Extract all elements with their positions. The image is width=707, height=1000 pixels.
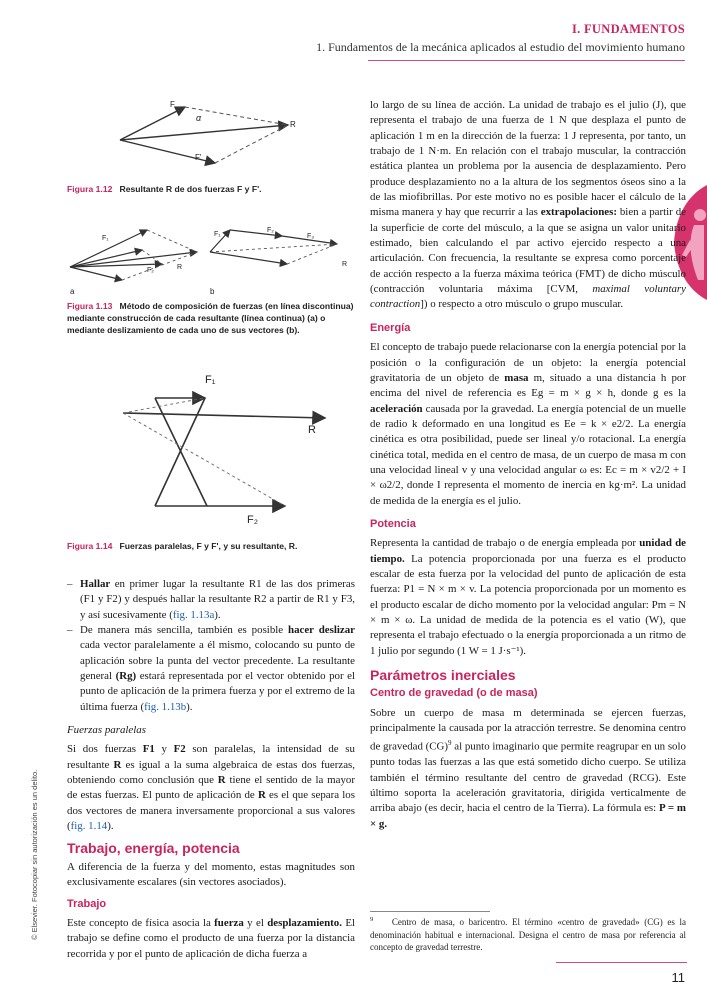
fig13b-label-f1: F₁	[214, 231, 221, 238]
paragraph-trabajo: Este concepto de física asocia la fuerza y el desplazamiento. El trabajo se define como el producto de una fuerza por la distancia recorrida y por el punto de aplicación de dicha fuerza a	[67, 916, 355, 960]
paragraph-centro-gravedad: Sobre un cuerpo de masa m determinada se ejercen fuerzas, principalmente la causada por la atracción terrestre. Se denomina centro de gravedad (CG)$^9$ al punto imaginario que permite reagrupar en un solo punto todas las fuerzas a las que está sometido dicho cuerpo. Se utiliza también el término resultante del centro de gravedad (RCG). Este último soporta la aceleración gravitatoria, dirigida verticalmente de arriba abajo (es decir, hacia el centro de la Tierra). La fórmula es: P = m × g.	[370, 706, 686, 830]
chapter-title: I. FUNDAMENTOS	[571, 22, 685, 36]
fig14-label-r: R	[308, 424, 316, 436]
caption-text: Fuerzas paralelas, F y F', y su resultante, R.	[119, 541, 298, 551]
footnote	[370, 914, 686, 954]
fig12-label-r: R	[290, 120, 296, 129]
footnote-rule	[370, 911, 490, 912]
fig14-label-f1: F₁	[205, 374, 216, 386]
list-text: en primer lugar la resultante R1 de las dos primeras (F1 y F2) y después hallar la resultante R2 a partir de R1 y F3, y así sucesivamente (	[80, 578, 355, 621]
heading-trabajo-energia-potencia: Trabajo, energía, potencia	[67, 839, 240, 856]
list-emphasis: (Rg)	[115, 670, 137, 683]
figure-number: Figura 1.13	[67, 301, 113, 311]
fig12-label-f: F	[170, 100, 175, 109]
caption-text: Resultante R de dos fuerzas F y F'.	[119, 184, 262, 194]
paragraph-trabajo-cont: lo largo de su línea de acción. La unidad de trabajo es el julio (J), que representa el trabajo de una fuerza de 1 N que desplaza el punto de aplicación 1 m en la dirección de la fuerza: 1 J representa, por tanto, un trabajo de 1 N·m. En relación con el trabajo muscular, la contracción estática plantea un problema por la ausencia de desplazamiento. Pero produce desplazamiento no a la altura de los segmentos óseos sino a la de las miofibrillas. Por este motivo no es posible hacer el cálculo de la misma manera y hay que recurrir a las extrapolaciones: bien a partir de la superficie de corte del músculo, a la que se asigna un valor unitario estimado, bien calculando el par activo ejercido respecto a una articulación. Con frecuencia, la resultante se expresa como porcentaje de acción respecto a la fuerza máxima teórica (FMT) de dicho músculo (contracción voluntaria máxima [CVM, maximal voluntary contraction]) o respecto a otro músculo o grupo muscular.	[370, 99, 686, 311]
heading-centro-gravedad: Centro de gravedad (o de masa)	[370, 687, 538, 700]
fig12-label-fp: F'	[195, 153, 202, 162]
footnote-marker[interactable]: 9	[448, 739, 452, 748]
figure-1-12-caption	[67, 183, 357, 195]
paragraph-potencia: Representa la cantidad de trabajo o de energía empleada por unidad de tiempo. La potencia proporcionada por una fuerza es el producto escalar de esta fuerza por la velocidad del punto de aplicación de esta fuerza: P1 = N × m × v. La potencia proporcionada por un momento es el producto escalar de dicho momento por la velocidad angular: Pm = N × m × ω. La unidad de medida de la potencia es el vatio (W), que representa el trabajo efectuado o la energía proporcionada a un ritmo de 1 julio por segundo (1 W = 1 J·s⁻¹).	[370, 537, 687, 657]
caption-text: Método de composición de fuerzas (en línea discontinua) mediante construcción de cada resultante (línea continua) (a) o mediante deslizamiento de cada uno de sus vectores (b).	[67, 301, 354, 335]
list-text: ).	[186, 700, 193, 713]
footnote-number: 9	[370, 916, 374, 923]
fig13-label-f2: F₂	[147, 267, 154, 274]
figure-1-14-caption	[67, 540, 357, 552]
right-column	[370, 98, 686, 832]
left-column	[67, 577, 355, 962]
fig13b-label-f3: F₃	[307, 233, 315, 240]
figure-1-13-caption	[67, 300, 357, 336]
list-emphasis: Hallar	[80, 578, 111, 590]
list-text: De manera más sencilla, también es posible	[80, 624, 289, 637]
fig14-label-f2: F₂	[247, 514, 258, 526]
figure-number: Figura 1.12	[67, 184, 113, 194]
heading-trabajo: Trabajo	[67, 897, 107, 910]
copyright-notice: © Elsevier. Fotocopiar sin autorización es un delito.	[30, 769, 39, 940]
list-emphasis: hacer deslizar	[288, 624, 355, 637]
paragraph-energia: El concepto de trabajo puede relacionarse con la energía potencial por la posición o la configuración de un objeto: la energía potencial gravitatoria de un objeto de masa m, situado a una distancia h por encima del nivel de referencia es Eg = m × g × h, donde g es la aceleración causada por la gravedad. La energía potencial de un muelle de radio k deformado en una longitud es Ee = k × e2/2. La energía cinética es otra posibilidad, puede ser lineal y/o rotacional. La energía cinética total, medida en el centro de masa, de un cuerpo de masa m con una velocidad lineal v y una velocidad angular ω es: Ec = m × v2/2 + I × ω2/2, donde I representa el momento de inercia en kg·m². La unidad de medida de la energía es el julio.	[370, 341, 686, 507]
fig12-label-alpha: α	[196, 113, 202, 123]
figure-reference-link[interactable]: fig. 1.13b	[144, 700, 187, 713]
paragraph-intro: A diferencia de la fuerza y del momento, estas magnitudes son exclusivamente escalares (sin vectores asociados).	[67, 860, 355, 889]
figure-reference-link[interactable]: fig. 1.14	[70, 820, 108, 833]
figure-1-14-diagram	[95, 358, 345, 528]
figure-number: Figura 1.14	[67, 541, 113, 551]
fig13-label-r: R	[177, 264, 183, 271]
list-item: – Hallar en primer lugar la resultante R1 de las dos primeras (F1 y F2) y después hallar la resultante R2 a partir de R1 y F3, y así sucesivamente (fig. 1.13a).	[67, 578, 355, 621]
list-text: cada vector paralelamente a él mismo, colocando su punto de aplicación sobre la punta del vector precedente. La resultante general	[80, 639, 355, 683]
heading-parametros-inerciales: Parámetros inerciales	[370, 667, 516, 684]
section-subtitle: 1. Fundamentos de la mecánica aplicados al estudio del movimiento humano	[316, 40, 685, 54]
fig13-label-b: b	[210, 287, 215, 296]
fig13b-label-f2: F₂	[267, 227, 274, 234]
paragraph-fuerzas-paralelas: Si dos fuerzas F1 y F2 son paralelas, la intensidad de su resultante R es igual a la suma algebraica de estas dos fuerzas, obteniendo como conclusión que R tiene el sentido de la mayor de estas fuerzas. El punto de aplicación de R es el que separa los dos vectores de manera inversamente proporcional a sus valores (fig. 1.14).	[67, 743, 356, 833]
list-text: ).	[214, 608, 221, 621]
footer-rule	[556, 962, 687, 963]
subheading-fuerzas-paralelas: Fuerzas paralelas	[67, 724, 146, 737]
heading-potencia: Potencia	[370, 517, 416, 530]
fig13b-label-r: R	[342, 261, 348, 268]
footnote-text: Centro de masa, o baricentro. El término «centro de gravedad» (CG) es la denominación habitual e internacional. Designa el centro de masa por referencia al concepto de gravedad terrestre.	[370, 917, 687, 953]
header-rule	[368, 60, 685, 61]
list-text: estará representada por el vector obtenido por el punto de aplicación de la primera fuerza y por el extremo de la última fuerza (	[80, 670, 355, 713]
list-item: – De manera más sencilla, también es posible hacer deslizar cada vector paralelamente a él mismo, colocando su punto de aplicación sobre la punta del vector precedente. La resultante general (Rg) estará representada por el vector obtenido por el punto de aplicación de la primera fuerza y por el extremo de la última fuerza (fig. 1.13b).	[67, 624, 355, 713]
heading-energia: Energía	[370, 321, 411, 334]
fig13-label-f1: F₁	[102, 235, 109, 242]
page-number: 11	[671, 970, 685, 985]
figure-1-13-diagram	[62, 222, 362, 297]
fig13-label-a: a	[70, 287, 75, 296]
figure-reference-link[interactable]: fig. 1.13a	[172, 608, 215, 621]
figure-1-12-diagram	[100, 95, 310, 180]
